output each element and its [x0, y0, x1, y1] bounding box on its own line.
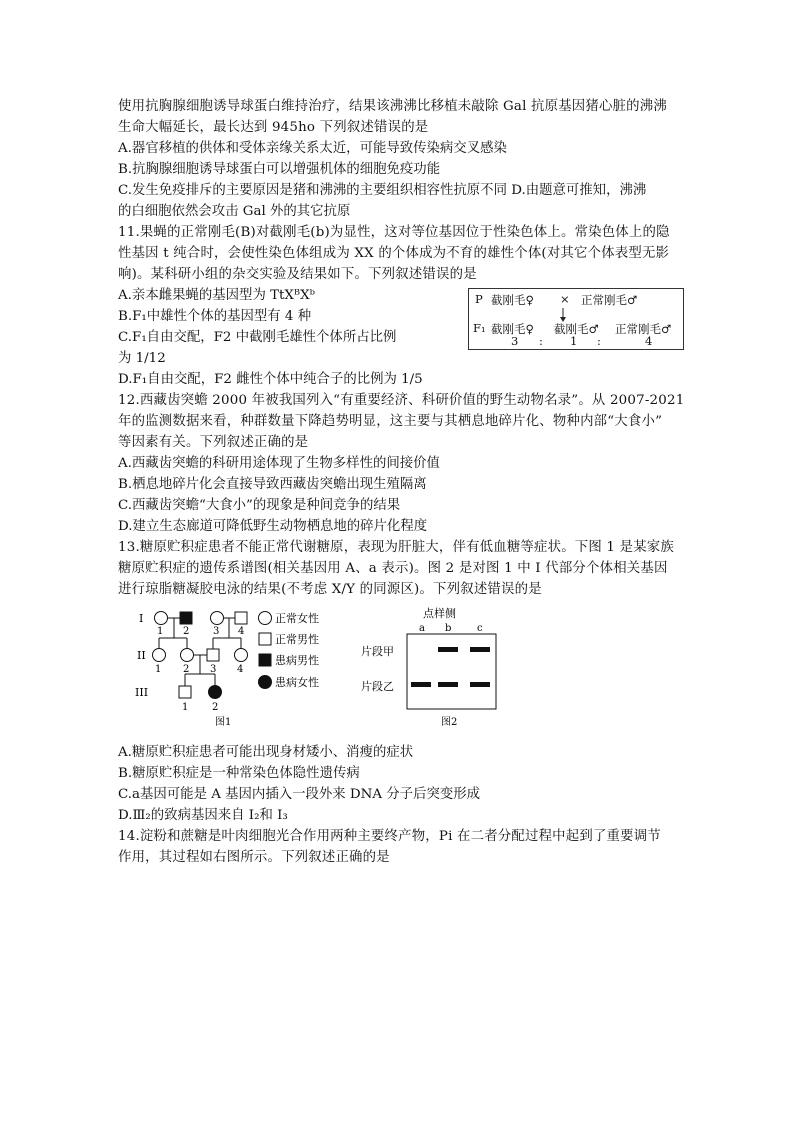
pedigree-ii2-female — [181, 649, 194, 662]
intro-option-d-cont: 的白细胞依然会攻击 Gal 外的其它抗原 — [118, 204, 351, 219]
q12-option-d: D.建立生态廊道可降低野生动物栖息地的碎片化程度 — [118, 519, 428, 534]
pedigree-ii4-female — [235, 649, 248, 662]
intro-option-b: B.抗胸腺细胞诱导球蛋白可以增强机体的细胞免疫功能 — [118, 162, 441, 177]
pedigree-and-gel-figure — [133, 604, 498, 728]
band-label-a: 片段甲 — [361, 645, 394, 658]
ratio-c: 4 — [645, 334, 653, 348]
q12-stem-3: 等因素有关。下列叙述正确的是 — [118, 435, 309, 450]
gel-title: 点样侧 — [423, 607, 456, 620]
gel-box — [407, 634, 496, 709]
gen-label-2: II — [137, 649, 146, 662]
band-label-b: 片段乙 — [361, 680, 394, 693]
fig1-caption: 图1 — [215, 717, 232, 728]
q14-stem-1: 14.淀粉和蔗糖是叶肉细胞光合作用两种主要终产物，Pi 在二者分配过程中起到了重要调节 — [118, 829, 661, 844]
q11-option-d: D.F₁自由交配，F2 雌性个体中纯合子的比例为 1/5 — [118, 372, 423, 387]
q12-stem-1: 12.西藏齿突蟾 2000 年被我国列入“有重要经济、科研价值的野生动物名录”。从 2007-2021 — [118, 393, 685, 408]
legend-affected-male: 患病男性 — [275, 654, 319, 667]
pedigree-i2-affected-male — [180, 612, 192, 624]
svg-text:4: 4 — [237, 664, 244, 675]
pedigree-i4-male — [235, 612, 247, 624]
pedigree-i1-female — [155, 612, 168, 625]
q12-option-a: A.西藏齿突蟾的科研用途体现了生物多样性的间接价值 — [118, 456, 440, 471]
q12-option-b: B.栖息地碎片化会直接导致西藏齿突蟾出现生殖隔离 — [118, 477, 427, 492]
cross-symbol: × — [560, 292, 570, 306]
svg-text:4: 4 — [238, 626, 245, 637]
q14-stem-2: 作用，其过程如右图所示。下列叙述正确的是 — [118, 850, 390, 865]
pedigree-ii1-female — [153, 649, 166, 662]
cross-p-female: 截刚毛♀ — [491, 293, 534, 307]
cross-f1-male-normal: 正常刚毛♂ — [615, 322, 672, 336]
gel-band-b-upper — [438, 647, 458, 652]
svg-text:3: 3 — [210, 664, 217, 675]
legend-normal-male: 正常男性 — [275, 633, 319, 646]
q12-stem-2: 年的监测数据来看，种群数量下降趋势明显，这主要与其栖息地碎片化、物种内部“大食小” — [118, 414, 663, 429]
q13-option-d: D.Ⅲ₂的致病基因来自 I₂和 I₃ — [118, 808, 288, 823]
cross-f1-label: F₁ — [473, 321, 486, 335]
gel-band-c-lower — [470, 682, 490, 687]
svg-text:2: 2 — [183, 664, 190, 675]
intro-line-2: 生命大幅延长，最长达到 945ho 下列叙述错误的是 — [118, 120, 429, 135]
legend-affected-female: 患病女性 — [275, 676, 319, 689]
lane-b: b — [445, 623, 452, 634]
svg-text:1: 1 — [182, 702, 189, 713]
q13-stem-3: 进行琼脂糖凝胶电泳的结果(不考虑 X/Y 的同源区)。下列叙述错误的是 — [118, 582, 542, 597]
q13-option-a: A.糖原贮积症患者可能出现身材矮小、消瘦的症状 — [118, 745, 414, 760]
pedigree-iii1-male — [179, 686, 191, 698]
svg-text:1: 1 — [157, 626, 164, 637]
ratio-a: 3 — [511, 334, 519, 348]
intro-option-c-d: C.发生免疫排斥的主要原因是猪和沸沸的主要组织相容性抗原不同 D.由题意可推知，沸沸 — [118, 183, 647, 198]
q11-option-b: B.F₁中雄性个体的基因型有 4 种 — [118, 309, 312, 324]
legend-normal-female: 正常女性 — [275, 612, 319, 625]
cross-f1-female: 截刚毛♀ — [491, 322, 534, 336]
q13-option-b: B.糖原贮积症是一种常染色体隐性遗传病 — [118, 766, 360, 781]
q13-stem-1: 13.糖原贮积症患者不能正常代谢糖原，表现为肝脏大，伴有低血糖等症状。下图 1 是某家族 — [118, 540, 674, 555]
intro-line-1: 使用抗胸腺细胞诱导球蛋白维持治疗，结果该沸沸比移植未敲除 Gal 抗原基因猪心脏的沸沸 — [118, 99, 667, 114]
cross-diagram-box — [468, 288, 684, 350]
legend-affected-female-icon — [259, 676, 272, 689]
q13-stem-2: 糖原贮积症的遗传系谱图(相关基因用 A、a 表示)。图 2 是对图 1 中 I 代部分个体相关基因 — [118, 561, 668, 576]
svg-text:3: 3 — [213, 626, 220, 637]
intro-option-a: A.器官移植的供体和受体亲缘关系太近，可能导致传染病交叉感染 — [118, 141, 507, 156]
legend-affected-male-icon — [259, 654, 271, 666]
document-page — [118, 96, 683, 868]
gel-band-a-lower — [411, 682, 431, 687]
pedigree-ii3-male — [207, 649, 219, 661]
q11-stem-3: 响)。某科研小组的杂交实验及结果如下。下列叙述错误的是 — [118, 267, 477, 282]
fig2-caption: 图2 — [441, 717, 458, 728]
q11-option-c-cont: 为 1/12 — [118, 351, 166, 366]
gen-label-3: III — [135, 686, 149, 699]
q11-stem-2: 性基因 t 纯合时，会使性染色体组成为 XX 的个体成为不育的雄性个体(对其它个体表型无影 — [118, 246, 670, 261]
q12-option-c: C.西藏齿突蟾“大食小”的现象是种间竞争的结果 — [118, 498, 401, 513]
q11-option-c: C.F₁自由交配，F2 中截刚毛雄性个体所占比例 — [118, 330, 397, 345]
lane-a: a — [419, 623, 425, 634]
q11-option-a: A.亲本雌果蝇的基因型为 TtXᴮXᵇ — [118, 288, 316, 303]
svg-text:2: 2 — [212, 702, 219, 713]
legend-normal-male-icon — [259, 633, 271, 645]
pedigree-iii2-affected-female — [209, 686, 222, 699]
legend-normal-female-icon — [259, 612, 272, 625]
q13-figures — [133, 604, 498, 728]
gel-band-c-upper — [470, 647, 490, 652]
q11-stem-1: 11.果蝇的正常刚毛(B)对截刚毛(b)为显性，这对等位基因位于性染色体上。常染色体上的隐 — [118, 225, 670, 240]
svg-text:1: 1 — [155, 664, 162, 675]
cross-p-label: P — [475, 292, 483, 306]
cross-p-male: 正常刚毛♂ — [581, 293, 638, 307]
q13-option-c: C.a基因可能是 A 基因内插入一段外来 DNA 分子后突变形成 — [118, 787, 481, 802]
cross-f1-male-cut: 截刚毛♂ — [554, 322, 599, 336]
lane-c: c — [477, 623, 483, 634]
gel-band-b-lower — [438, 682, 458, 687]
ratio-colon-1: : — [539, 334, 543, 348]
pedigree-i3-female — [211, 612, 224, 625]
gen-label-1: I — [139, 612, 144, 625]
ratio-b: 1 — [570, 334, 578, 348]
svg-text:2: 2 — [183, 626, 190, 637]
ratio-colon-2: : — [597, 334, 601, 348]
